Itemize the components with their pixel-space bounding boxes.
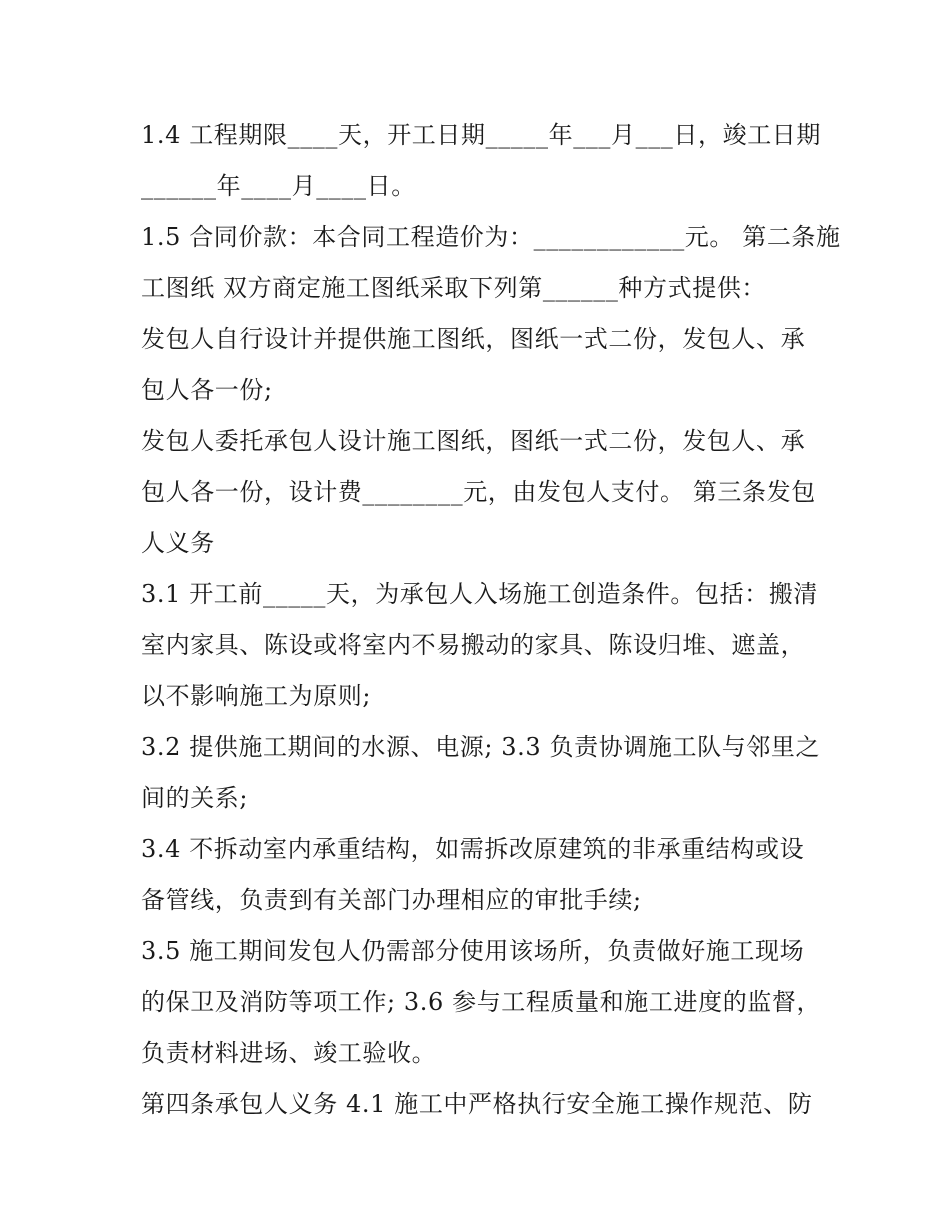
text-line: 第四条承包人义务 4.1 施工中严格执行安全施工操作规范、防 [141, 1090, 813, 1118]
text-line: 1.4 工程期限____天，开工日期_____年___月___日，竣工日期 [141, 121, 821, 149]
text-line: 3.5 施工期间发包人仍需部分使用该场所，负责做好施工现场 [141, 937, 805, 965]
text-line: 室内家具、陈设或将室内不易搬动的家具、陈设归堆、遮盖， [141, 631, 806, 659]
text-line: 包人各一份，设计费________元，由发包人支付。 第三条发包 [141, 478, 816, 506]
text-line: 发包人委托承包人设计施工图纸，图纸一式二份，发包人、承 [141, 427, 806, 455]
contract-text-body [141, 110, 841, 1130]
text-line: 1.5 合同价款：本合同工程造价为：____________元。 第二条施 [141, 223, 841, 251]
text-line: 备管线，负责到有关部门办理相应的审批手续; [141, 886, 642, 914]
text-line: 包人各一份; [141, 376, 273, 404]
text-line: 3.4 不拆动室内承重结构，如需拆改原建筑的非承重结构或设 [141, 835, 805, 863]
text-line: 发包人自行设计并提供施工图纸，图纸一式二份，发包人、承 [141, 325, 806, 353]
text-line: 的保卫及消防等项工作; 3.6 参与工程质量和施工进度的监督， [141, 988, 822, 1016]
text-line: 以不影响施工为原则; [141, 682, 372, 710]
text-line: 3.2 提供施工期间的水源、电源; 3.3 负责协调施工队与邻里之 [141, 733, 821, 761]
text-line: 间的关系; [141, 784, 249, 812]
text-line: 3.1 开工前_____天，为承包人入场施工创造条件。包括：搬清 [141, 580, 818, 608]
text-line: 工图纸 双方商定施工图纸采取下列第______种方式提供： [141, 274, 767, 302]
text-line: 人义务 [141, 529, 215, 557]
text-line: ______年____月____日。 [141, 172, 416, 200]
text-line: 负责材料进场、竣工验收。 [141, 1039, 437, 1067]
